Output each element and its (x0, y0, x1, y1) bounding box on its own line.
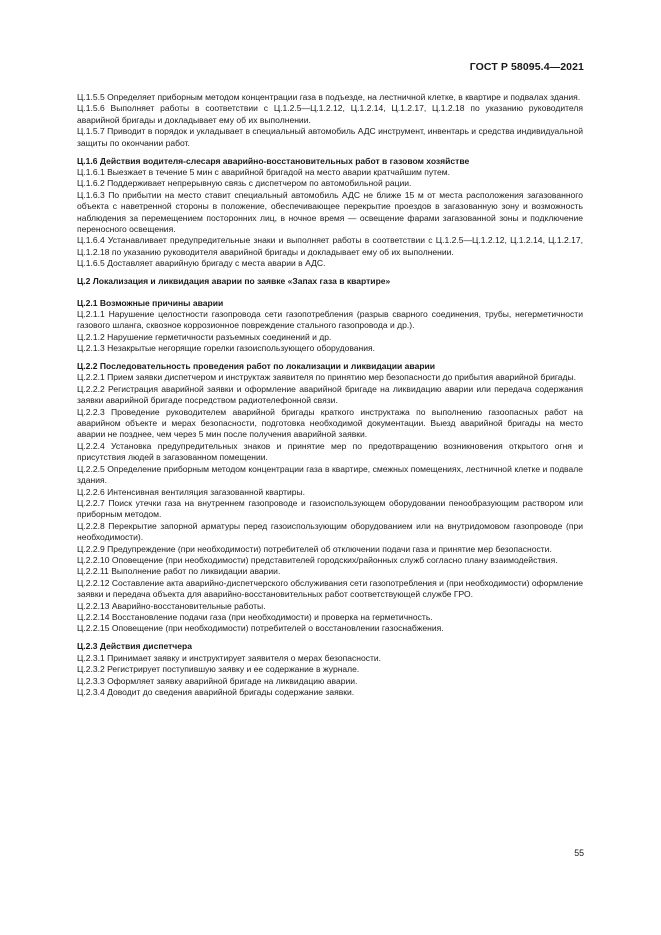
paragraph: Ц.1.6.5 Доставляет аварийную бригаду с места аварии в АДС. (77, 258, 326, 269)
paragraph: Ц.1.6.4 Устанавливает предупредительные знаки и выполняет работы в соответствии с Ц.1.2.5—Ц.1.2.12, Ц.1.2.14, Ц.1.2.17, Ц.1.2.18 по указанию руководителя аварийной бригады и докладывает ему об их выполнении. (77, 235, 583, 257)
paragraph: Ц.2.2.15 Оповещение (при необходимости) потребителей о восстановлении газоснабжения. (77, 623, 444, 634)
paragraph: Ц.2.1.2 Нарушение герметичности разъемных соединений и др. (77, 331, 332, 342)
paragraph: Ц.1.5.5 Определяет приборным методом концентрации газа в подъезде, на лестничной клетке, в квартире и подвалах здания. (77, 92, 581, 102)
paragraph: Ц.2.1.3 Незакрытые негорящие горелки газоиспользующего оборудования. (77, 343, 376, 354)
paragraph: Ц.2.2.7 Поиск утечки газа на внутреннем газопроводе и газоиспользующем оборудовании пенообразующим раствором или приборным методом. (77, 497, 583, 520)
paragraph: Ц.2.2.3 Проведение руководителем аварийной бригады краткого инструктажа по выполнению газоопасных работ на аварийном объекте и мерах безопасности, подготовка необходимой документации. Выезд аварийной бригады на место аварии не позднее, чем через 5 мин после получения аварийной заявки. (77, 406, 583, 440)
section-heading: Ц.2.3 Действия диспетчера (77, 641, 192, 652)
paragraph: Ц.2.2.11 Выполнение работ по ликвидации аварии. (77, 566, 281, 577)
paragraph: Ц.2.2.13 Аварийно-восстановительные работы. (77, 600, 266, 611)
paragraph: Ц.2.1.1 Нарушение целостности газопровода сети газопотребления (разрыв сварного соединения, трубы, негерметичности газового шланга, сквозное коррозионное повреждение стального газопровода и др.). (77, 308, 583, 331)
paragraph: Ц.2.2.5 Определение приборным методом концентрации газа в квартире, смежных помещениях, лестничной клетке и подвале здания. (77, 463, 583, 486)
document-header: ГОСТ Р 58095.4—2021 (469, 61, 584, 73)
page-number: 55 (574, 848, 584, 858)
paragraph: Ц.2.3.4 Доводит до сведения аварийной бригады содержание заявки. (77, 686, 355, 697)
paragraph: Ц.2.2.14 Восстановление подачи газа (при необходимости) и проверка на герметичность. (77, 611, 433, 622)
paragraph: Ц.2.2.1 Прием заявки диспетчером и инструктаж заявителя по принятию мер безопасности до прибытия аварийной бригады. (77, 372, 577, 383)
paragraph: Ц.1.5.7 Приводит в порядок и укладывает в специальный автомобиль АДС инструмент, инвентарь и средства индивидуальной защиты по окончании работ. (77, 126, 583, 148)
paragraph: Ц.1.6.3 По прибытии на место ставит специальный автомобиль АДС не ближе 15 м от места расположения загазованного объекта с наветренной стороны в положение, обеспечивающее перекрытие проездов в загазованную зону и возможность наблюдения за перемещением посторонних лиц, в ночное время — освещение фарами загазованной зоны и подключение переносного освещения. (77, 189, 583, 234)
paragraph: Ц.2.3.2 Регистрирует поступившую заявку и ее содержание в журнале. (77, 664, 360, 675)
paragraph: Ц.2.2.12 Составление акта аварийно-диспетчерского обслуживания сети газопотребления и (при необходимости) оформление заявки и передача объекта для аварийно-восстановительных работ соответствующей службе ГРО. (77, 577, 583, 600)
section-heading: Ц.2.1 Возможные причины аварии (77, 297, 224, 308)
paragraph: Ц.2.3.3 Оформляет заявку аварийной бригаде на ликвидацию аварии. (77, 675, 358, 686)
paragraph: Ц.1.6.2 Поддерживает непрерывную связь с диспетчером по автомобильной рации. (77, 178, 412, 189)
paragraph: Ц.2.2.8 Перекрытие запорной арматуры перед газоиспользующим оборудованием или на внутридомовом газопроводе (при необходимости). (77, 520, 583, 543)
paragraph: Ц.2.2.6 Интенсивная вентиляция загазованной квартиры. (77, 486, 306, 497)
section-heading: Ц.1.6 Действия водителя-слесаря аварийно-восстановительных работ в газовом хозяйстве (77, 155, 470, 166)
document-body (77, 92, 583, 698)
paragraph: Ц.1.6.1 Выезжает в течение 5 мин с аварийной бригадой на место аварии кратчайшим путем. (77, 166, 450, 177)
paragraph: Ц.2.2.10 Оповещение (при необходимости) представителей городских/районных служб согласно плану взаимодействия. (77, 554, 558, 565)
paragraph: Ц.2.2.9 Предупреждение (при необходимости) потребителей об отключении подачи газа и принятие мер безопасности. (77, 543, 552, 554)
paragraph: Ц.2.2.2 Регистрация аварийной заявки и оформление аварийной бригаде на ликвидацию аварии или передача содержания заявки аварийной бригаде посредством радиотелефонной связи. (77, 383, 583, 406)
section-heading: Ц.2.2 Последовательность проведения работ по локализации и ликвидации аварии (77, 361, 436, 372)
paragraph: Ц.1.5.6 Выполняет работы в соответствии с Ц.1.2.5—Ц.1.2.12, Ц.1.2.14, Ц.1.2.17, Ц.1.2.18 по указанию руководителя аварийной бригады и докладывает ему об их выполнении. (77, 103, 583, 125)
spacer (77, 288, 583, 298)
paragraph: Ц.2.3.1 Принимает заявку и инструктирует заявителя о мерах безопасности. (77, 652, 382, 663)
section-heading: Ц.2 Локализация и ликвидация аварии по заявке «Запах газа в квартире» (77, 276, 391, 287)
paragraph: Ц.2.2.4 Установка предупредительных знаков и принятие мер по предотвращению возникновения открытого огня и присутствия людей в загазованном помещении. (77, 440, 583, 463)
